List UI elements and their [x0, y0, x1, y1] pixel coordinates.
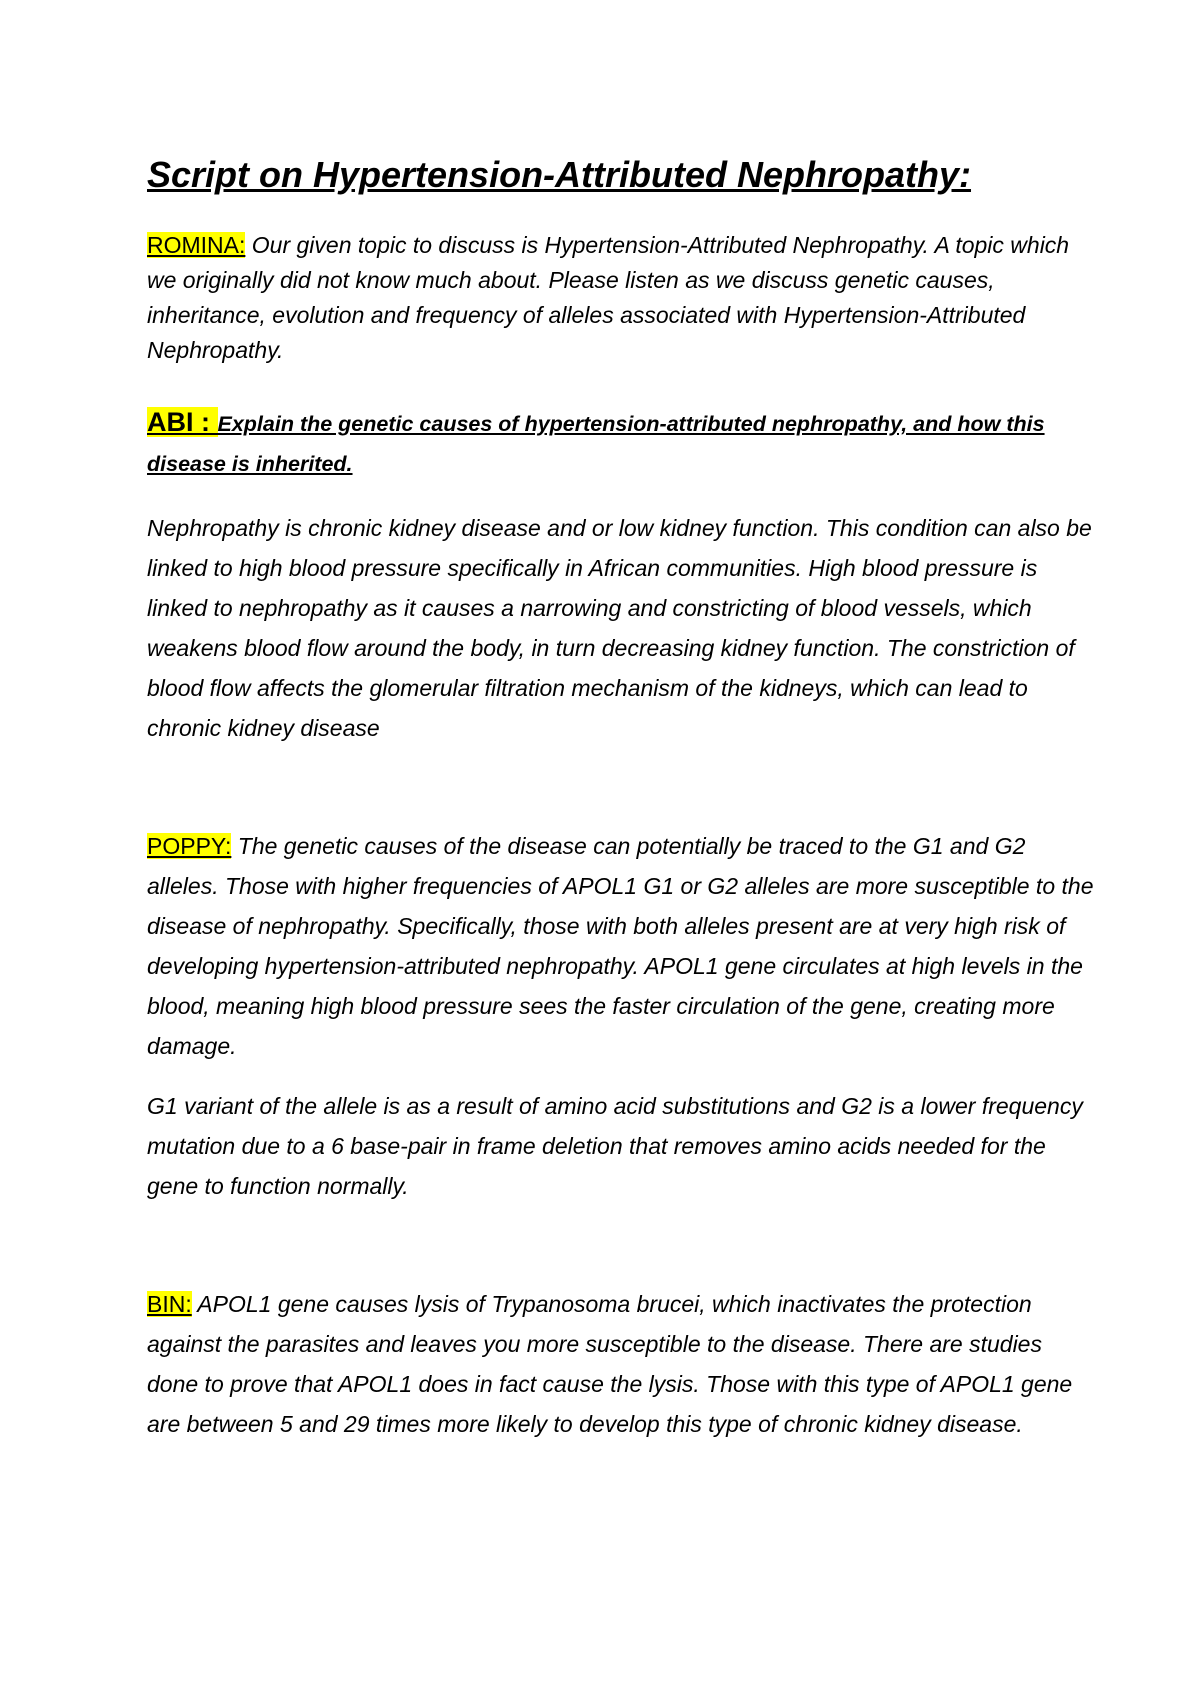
speaker-romina: ROMINA: [147, 232, 246, 258]
poppy-text: The genetic causes of the disease can potentially be traced to the G1 and G2 alleles. Those with higher frequencies of APOL1 G1 or G2 alleles are more susceptible to the disease of nephropathy. Specifically, those with both alleles present are at very high risk of developing hypertension-attributed nephropathy. APOL1 gene circulates at high levels in the blood, meaning high blood pressure sees the faster circulation of the gene, creating more damage. [147, 833, 1094, 1059]
bin-paragraph [147, 1284, 1097, 1444]
document-content [147, 150, 1097, 1444]
page-title: Script on Hypertension-Attributed Nephropathy: [147, 154, 972, 195]
speaker-abi: ABI : [147, 407, 218, 437]
romina-paragraph [147, 228, 1097, 368]
bin-text: APOL1 gene causes lysis of Trypanosoma brucei, which inactivates the protection against the parasites and leaves you more susceptible to the disease. There are studies done to prove that APOL1 does in fact cause the lysis. Those with this type of APOL1 gene are between 5 and 29 times more likely to develop this type of chronic kidney disease. [147, 1291, 1073, 1437]
abi-question-paragraph [147, 402, 1097, 484]
speaker-poppy: POPPY: [147, 833, 232, 859]
abi-question: Explain the genetic causes of hypertension-attributed nephropathy, and how this disease is inherited. [147, 412, 1045, 476]
abi-answer-paragraph: Nephropathy is chronic kidney disease and or low kidney function. This condition can also be linked to high blood pressure specifically in African communities. High blood pressure is linked to nephropathy as it causes a narrowing and constricting of blood vessels, which weakens blood flow around the body, in turn decreasing kidney function. The constriction of blood flow affects the glomerular filtration mechanism of the kidneys, which can lead to chronic kidney disease [147, 515, 1092, 741]
poppy-paragraph-2: G1 variant of the allele is as a result of amino acid substitutions and G2 is a lower frequency mutation due to a 6 base-pair in frame deletion that removes amino acids needed for the gene to function normally. [147, 1093, 1083, 1199]
romina-text: Our given topic to discuss is Hypertension-Attributed Nephropathy. A topic which we originally did not know much about. Please listen as we discuss genetic causes, inheritance, evolution and frequency of alleles associated with Hypertension-Attributed Nephropathy. [147, 232, 1070, 363]
poppy-paragraph [147, 826, 1097, 1066]
speaker-bin: BIN: [147, 1291, 192, 1317]
